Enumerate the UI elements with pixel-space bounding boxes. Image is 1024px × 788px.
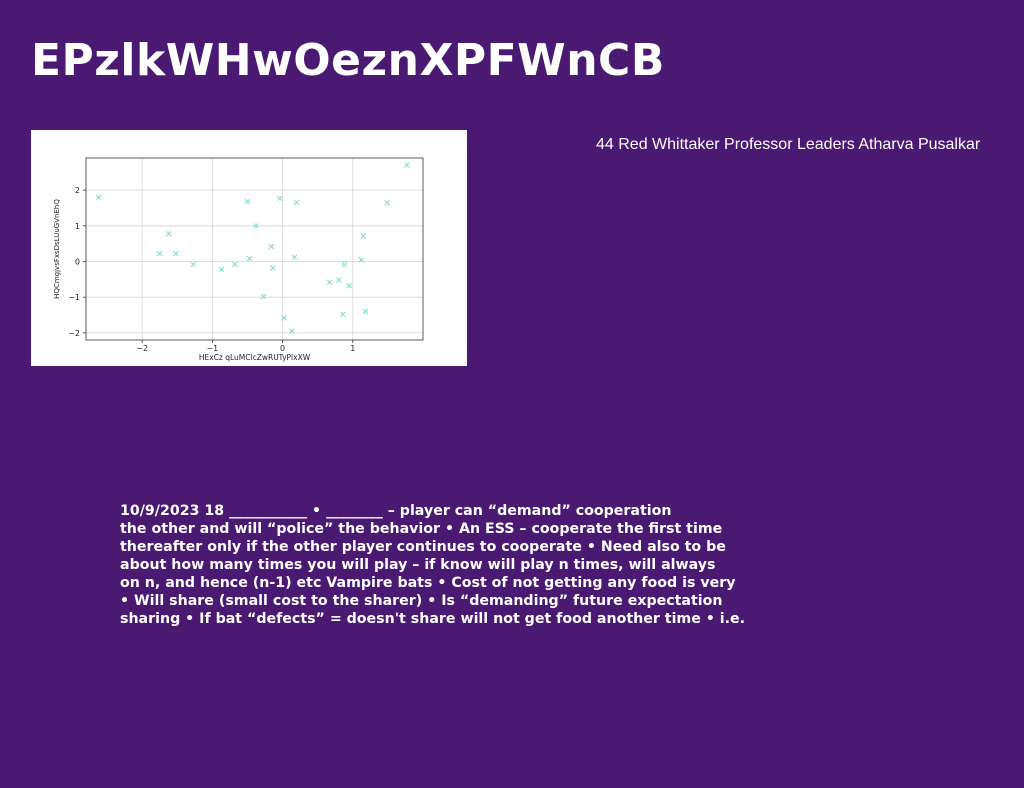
body-line: on n, and hence (n-1) etc Vampire bats • Cost of not getting any food is very <box>120 575 736 591</box>
scatter-point <box>269 244 274 249</box>
scatter-point <box>270 266 275 271</box>
slide-title: EPzlkWHwOeznXPFWnCB <box>31 35 665 86</box>
scatter-point <box>219 267 224 272</box>
x-axis-label: HExCz qLuMClcZwRUTyPlxXW <box>198 353 311 362</box>
scatter-point <box>342 262 347 267</box>
scatter-point <box>261 294 266 299</box>
scatter-point <box>157 251 162 256</box>
body-line: the other and will “police” the behavior • An ESS – cooperate the first time <box>120 521 723 537</box>
x-tick-label: −2 <box>136 344 149 353</box>
scatter-plot-image <box>31 130 467 366</box>
x-tick-label: 0 <box>280 344 286 353</box>
scatter-point <box>385 200 390 205</box>
scatter-point <box>363 309 368 314</box>
scatter-point <box>247 256 252 261</box>
image-caption: 44 Red Whittaker Professor Leaders Atharva Pusalkar <box>596 136 981 153</box>
scatter-point <box>191 262 196 267</box>
scatter-point <box>96 195 101 200</box>
scatter-point <box>404 163 409 168</box>
y-tick-label: 0 <box>74 257 80 267</box>
scatter-point <box>277 196 282 201</box>
body-line: about how many times you will play – if know will play n times, will always <box>120 557 716 573</box>
x-tick-label: 1 <box>350 344 356 353</box>
scatter-point <box>166 231 171 236</box>
scatter-point <box>245 199 250 204</box>
scatter-point <box>292 255 297 260</box>
y-axis-label: HQCmgjvsFxsDsLUuGVnEhQ <box>53 199 61 299</box>
scatter-point <box>336 278 341 283</box>
y-tick-label: 1 <box>74 221 80 231</box>
scatter-point <box>347 283 352 288</box>
body-line: sharing • If bat “defects” = doesn't share will not get food another time • i.e. <box>120 611 746 627</box>
y-tick-label: 2 <box>74 186 80 196</box>
x-tick-label: −1 <box>206 344 219 353</box>
scatter-point <box>173 251 178 256</box>
scatter-point <box>232 262 237 267</box>
scatter-chart <box>31 130 467 366</box>
body-line: thereafter only if the other player continues to cooperate • Need also to be <box>120 539 726 555</box>
body-line: • Will share (small cost to the sharer) • Is “demanding” future expectation <box>120 593 723 609</box>
body-line: 10/9/2023 18 ___________ • ________ – player can “demand” cooperation <box>120 503 672 519</box>
y-tick-label: −2 <box>68 328 80 338</box>
body-text <box>120 502 760 628</box>
y-tick-label: −1 <box>68 293 80 303</box>
scatter-point <box>361 233 366 238</box>
scatter-point <box>327 280 332 285</box>
scatter-point <box>294 200 299 205</box>
scatter-point <box>341 312 346 317</box>
plot-axes-frame <box>86 158 423 340</box>
